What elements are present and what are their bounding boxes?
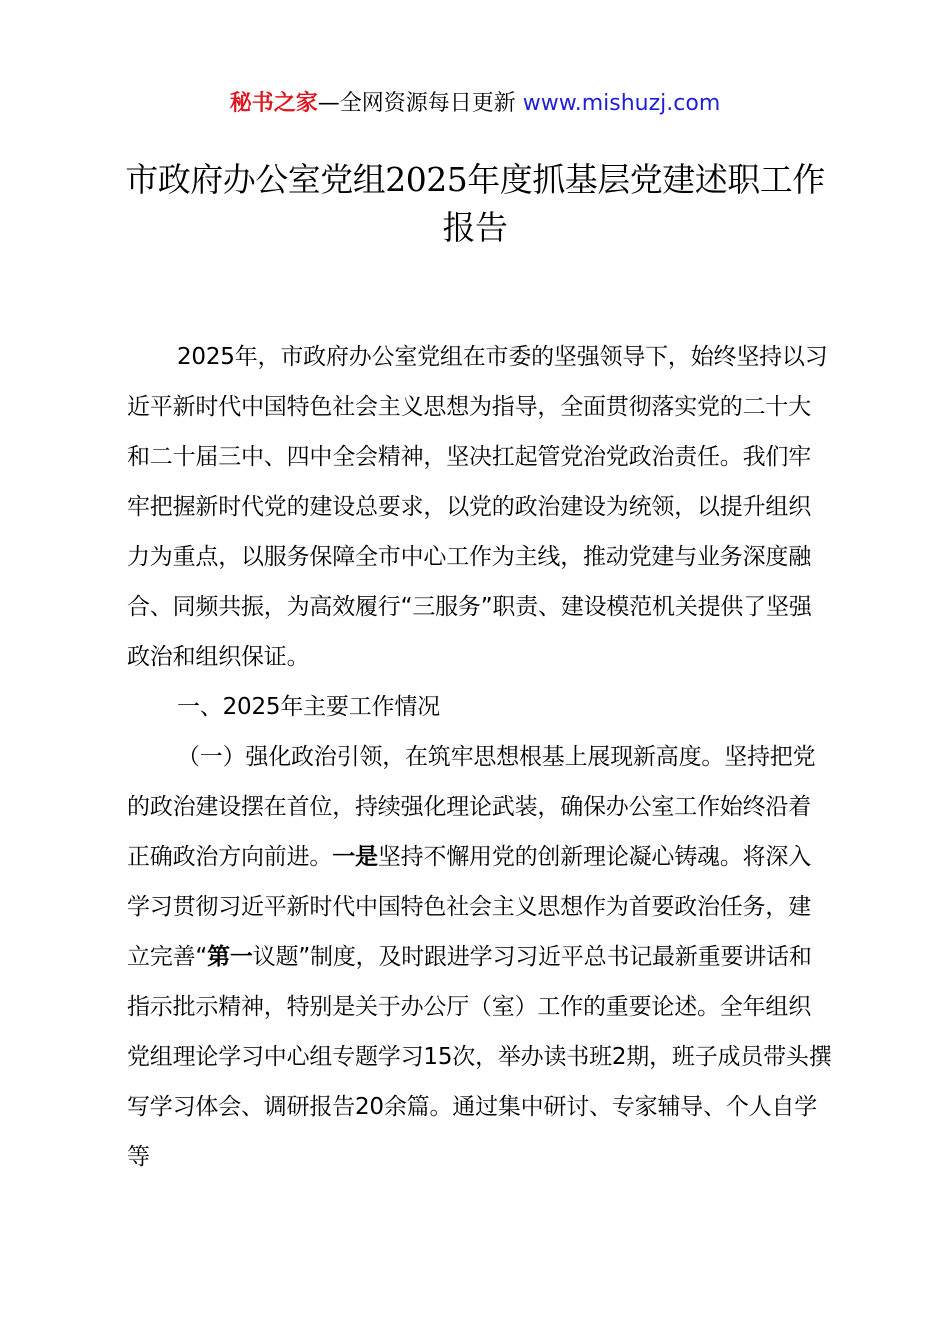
- site-url[interactable]: www.mishuzj.com: [522, 91, 721, 116]
- site-header: [0, 86, 950, 122]
- document-body: [127, 332, 833, 1182]
- header-slogan: —全网资源每日更新: [317, 91, 516, 116]
- section-heading-1: 一、2025年主要工作情况: [177, 694, 440, 720]
- emphasis-diyi: 第一: [207, 944, 253, 970]
- document-title: 市政府办公室党组2025年度抓基层党建述职工作报告: [125, 160, 825, 247]
- emphasis-yishi: 一是: [332, 844, 378, 870]
- paragraph-1-part-d: 议题”制度，及时跟进学习习近平总书记最新重要讲话和指示批示精神，特别是关于办公厅（室）工作的重要论述。全年组织党组理论学习中心组专题学习15次，举办读书班2期，班子成员带头撰写学习体会、调研报告20余篇。通过集中研讨、专家辅导、个人自学等: [127, 944, 832, 1170]
- brand-name: 秘书之家: [229, 91, 318, 116]
- paragraph-1-part-c: 坚持不懈用党的创新理论凝心铸魂。将深入学习贯彻习近平新时代中国特色社会主义思想作为首要政治任务，建立完善“: [127, 844, 812, 970]
- intro-paragraph: 2025年，市政府办公室党组在市委的坚强领导下，始终坚持以习近平新时代中国特色社会主义思想为指导，全面贯彻落实党的二十大和二十届三中、四中全会精神，坚决扛起管党治党政治责任。我们牢牢把握新时代党的建设总要求，以党的政治建设为统领，以提升组织力为重点，以服务保障全市中心工作为主线，推动党建与业务深度融合、同频共振，为高效履行“三服务”职责、建设模范机关提供了坚强政治和组织保证。: [127, 344, 828, 670]
- paragraph-1-part-a: （一）强化政治引领，在筑牢思想根基上展现新高度。坚持把党的政治建设摆在首位，持续强化理论武装，确保办公室工作始终沿着正确政治方向前进。: [127, 744, 816, 870]
- paragraph-1: [127, 732, 833, 1182]
